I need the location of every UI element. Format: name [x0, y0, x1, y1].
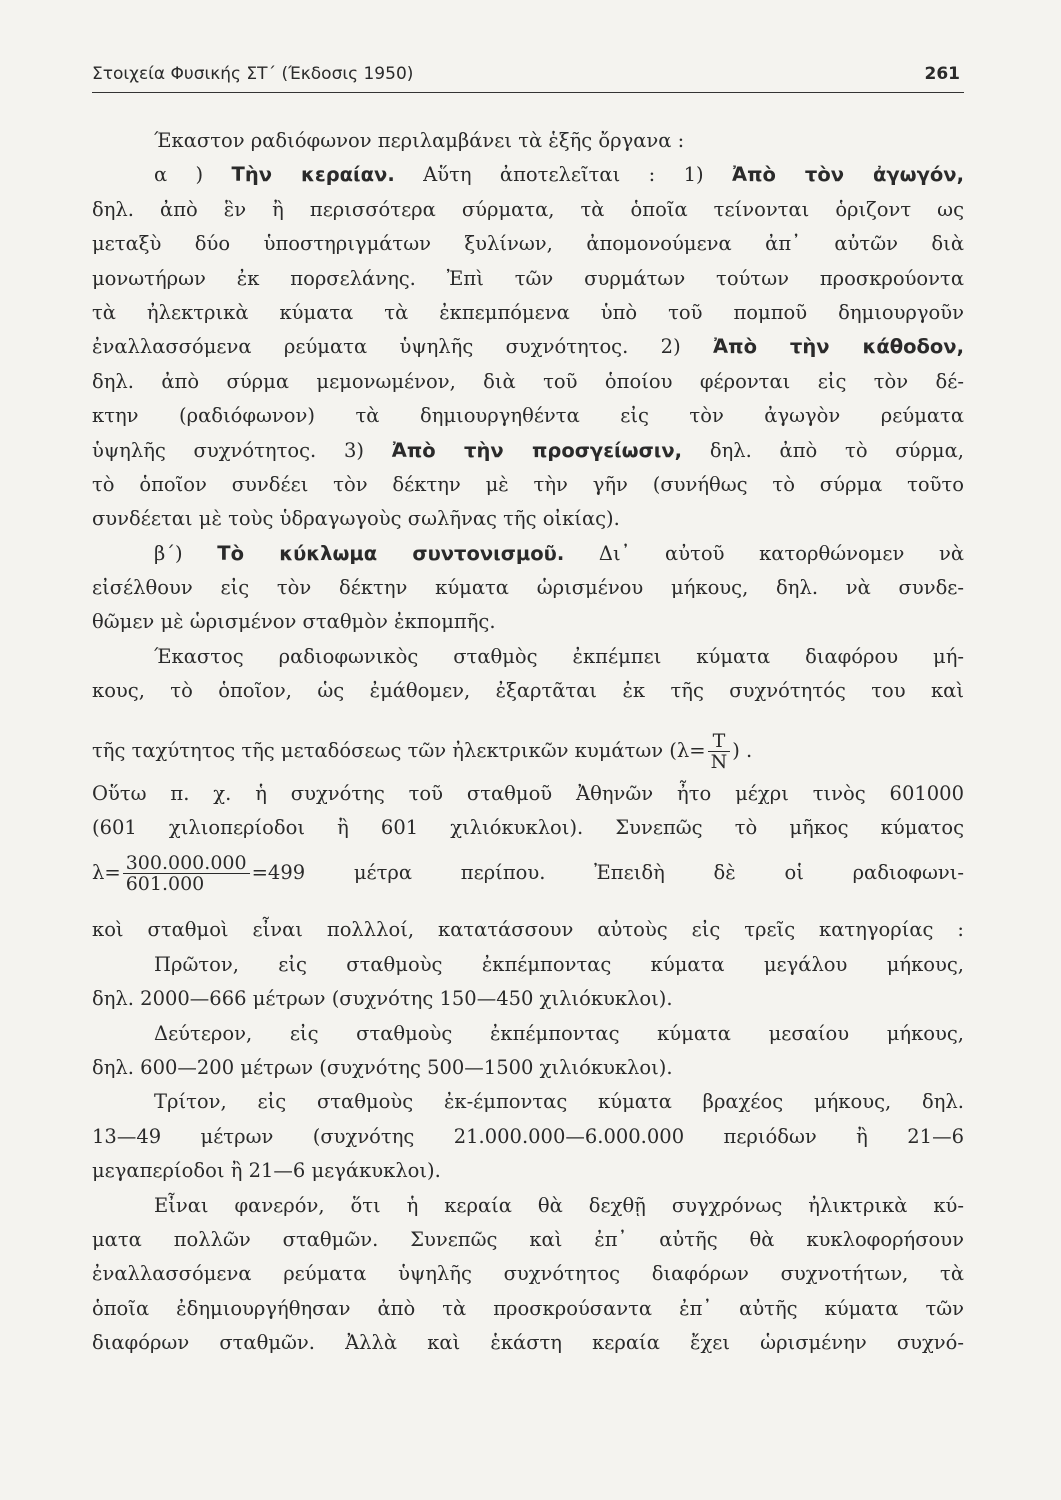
- text-line: ἐναλλασσόμενα ρεύματα ὑψηλῆς συχνότητος διαφόρων συχνοτήτων, τὰ: [92, 1262, 964, 1286]
- text-line: 13—49 μέτρων (συχνότης 21.000.000—6.000.000 περιόδων ἢ 21—6: [92, 1124, 964, 1148]
- text-line: (601 χιλιοπερίοδοι ἢ 601 χιλιόκυκλοι). Συνεπῶς τὸ μῆκος κύματος: [92, 816, 964, 840]
- text-line: μονωτήρων ἐκ πορσελάνης. Ἐπὶ τῶν συρμάτων τούτων προσκρούοντα: [92, 266, 964, 290]
- text-line: δηλ. 2000—666 μέτρων (συχνότης 150—450 χιλιόκυκλοι).: [92, 987, 673, 1011]
- fraction-T-over-N: $\frac{T}{N}$: [708, 731, 731, 772]
- text-line: α ) Τὴν κεραίαν. Αὕτη ἀποτελεῖται : 1) Ἀπὸ τὸν ἀγωγόν,: [154, 163, 964, 187]
- page-number: 261: [924, 64, 960, 84]
- bold-term: Ἀπὸ τὴν κάθοδον,: [713, 335, 964, 359]
- wavelength-fraction: $\frac{300.000.000}{601.000}$: [123, 853, 250, 894]
- text-line: ἐναλλασσόμενα ρεύματα ὑψηλῆς συχνότητος. 2) Ἀπὸ τὴν κάθοδον,: [92, 335, 964, 359]
- text-line: κοὶ σταθμοὶ εἶναι πολλλοί, κατατάσσουν αὐτοὺς εἰς τρεῖς κατηγορίας :: [92, 918, 964, 942]
- bold-term: Τὴν κεραίαν.: [231, 163, 395, 187]
- text-line: μεγαπερίοδοι ἢ 21—6 μεγάκυκλοι).: [92, 1159, 441, 1183]
- text-line: θῶμεν μὲ ὡρισμένον σταθμὸν ἐκπομπῆς.: [92, 610, 496, 634]
- text-line: Τρίτον, εἰς σταθμοὺς ἐκ-έμποντας κύματα βραχέος μήκους, δηλ.: [154, 1090, 964, 1114]
- text-line: τὰ ἠλεκτρικὰ κύματα τὰ ἐκπεμπόμενα ὑπὸ τοῦ πομποῦ δημιουργοῦν: [92, 300, 964, 324]
- text-line: β΄) Τὸ κύκλωμα συντονισμοῦ. Δι᾽ αὐτοῦ κατορθώνομεν νὰ: [154, 541, 964, 565]
- text-line: Έκαστος ραδιοφωνικὸς σταθμὸς ἐκπέμπει κύματα διαφόρου μή-: [154, 644, 964, 668]
- text-line: δηλ. 600—200 μέτρων (συχνότης 500—1500 χιλιόκυκλοι).: [92, 1055, 673, 1079]
- text-line: τὸ ὁποῖον συνδέει τὸν δέκτην μὲ τὴν γῆν (συνήθως τὸ σύρμα τοῦτο: [92, 472, 964, 496]
- text-line: δηλ. ἀπὸ ἓν ἢ περισσότερα σύρματα, τὰ ὁποῖα τείνονται ὁριζοντ ως: [92, 197, 964, 221]
- text-line: Εἶναι φανερόν, ὅτι ἡ κεραία θὰ δεχθῇ συγχρόνως ἠλικτρικὰ κύ-: [154, 1193, 964, 1217]
- text-line: Οὕτω π. χ. ἡ συχνότης τοῦ σταθμοῦ Ἀθηνῶν ἦτο μέχρι τινὸς 601000: [92, 781, 964, 805]
- book-title: Στοιχεία Φυσικής ΣΤ΄ (Έκδοσις 1950): [92, 64, 414, 84]
- formula-line: λ= $\frac{300.000.000}{601.000}$ =499 μέτρα περίπου. Ἐπειδὴ δὲ οἱ ραδιοφωνι-: [92, 852, 964, 896]
- bold-term: Τὸ κύκλωμα συντονισμοῦ.: [217, 541, 565, 565]
- text-line: συνδέεται μὲ τοὺς ὑδραγωγοὺς σωλῆνας τῆς οἰκίας).: [92, 507, 620, 531]
- text-line: Δεύτερον, εἰς σταθμοὺς ἐκπέμποντας κύματα μεσαίου μήκους,: [154, 1021, 964, 1045]
- bold-term: Ἀπὸ τὴν προσγείωσιν,: [391, 438, 683, 462]
- text-line: εἰσέλθουν εἰς τὸν δέκτην κύματα ὡρισμένου μήκους, δηλ. νὰ συνδε-: [92, 576, 964, 600]
- text-line: Έκαστον ραδιόφωνον περιλαμβάνει τὰ ἑξῆς ὄργανα :: [154, 129, 685, 152]
- text-line: δηλ. ἀπὸ σύρμα μεμονωμένον, διὰ τοῦ ὁποίου φέρονται εἰς τὸν δέ-: [92, 369, 964, 393]
- body-text: [92, 124, 964, 1361]
- bold-term: Ἀπὸ τὸν ἀγωγόν,: [732, 163, 964, 187]
- text-line: Πρῶτον, εἰς σταθμοὺς ἐκπέμποντας κύματα μεγάλου μήκους,: [154, 952, 964, 976]
- text-line: μεταξὺ δύο ὑποστηριγμάτων ξυλίνων, ἀπομονούμενα ἀπ᾽ αὐτῶν διὰ: [92, 232, 964, 256]
- text-line: ματα πολλῶν σταθμῶν. Συνεπῶς καὶ ἐπ᾽ αὐτῆς θὰ κυκλοφορήσουν: [92, 1227, 964, 1251]
- running-header: [92, 58, 964, 93]
- text-line: διαφόρων σταθμῶν. Ἀλλὰ καὶ ἑκάστη κεραία ἔχει ὡρισμένην συχνό-: [92, 1331, 964, 1355]
- text-line: κτην (ραδιόφωνον) τὰ δημιουργηθέντα εἰς τὸν ἀγωγὸν ρεύματα: [92, 404, 964, 428]
- text-line: ὑψηλῆς συχνότητος. 3) Ἀπὸ τὴν προσγείωσιν, δηλ. ἀπὸ τὸ σύρμα,: [92, 438, 964, 462]
- text-line: κους, τὸ ὁποῖον, ὡς ἐμάθομεν, ἐξαρτᾶται ἐκ τῆς συχνότητός του καὶ: [92, 679, 964, 703]
- formula-line: τῆς ταχύτητος τῆς μεταδόσεως τῶν ἠλεκτρικῶν κυμάτων (λ= $\frac{T}{N}$ ) .: [92, 729, 753, 773]
- text-line: ὁποῖα ἐδημιουργήθησαν ἀπὸ τὰ προσκρούσαντα ἐπ᾽ αὐτῆς κύματα τῶν: [92, 1296, 964, 1320]
